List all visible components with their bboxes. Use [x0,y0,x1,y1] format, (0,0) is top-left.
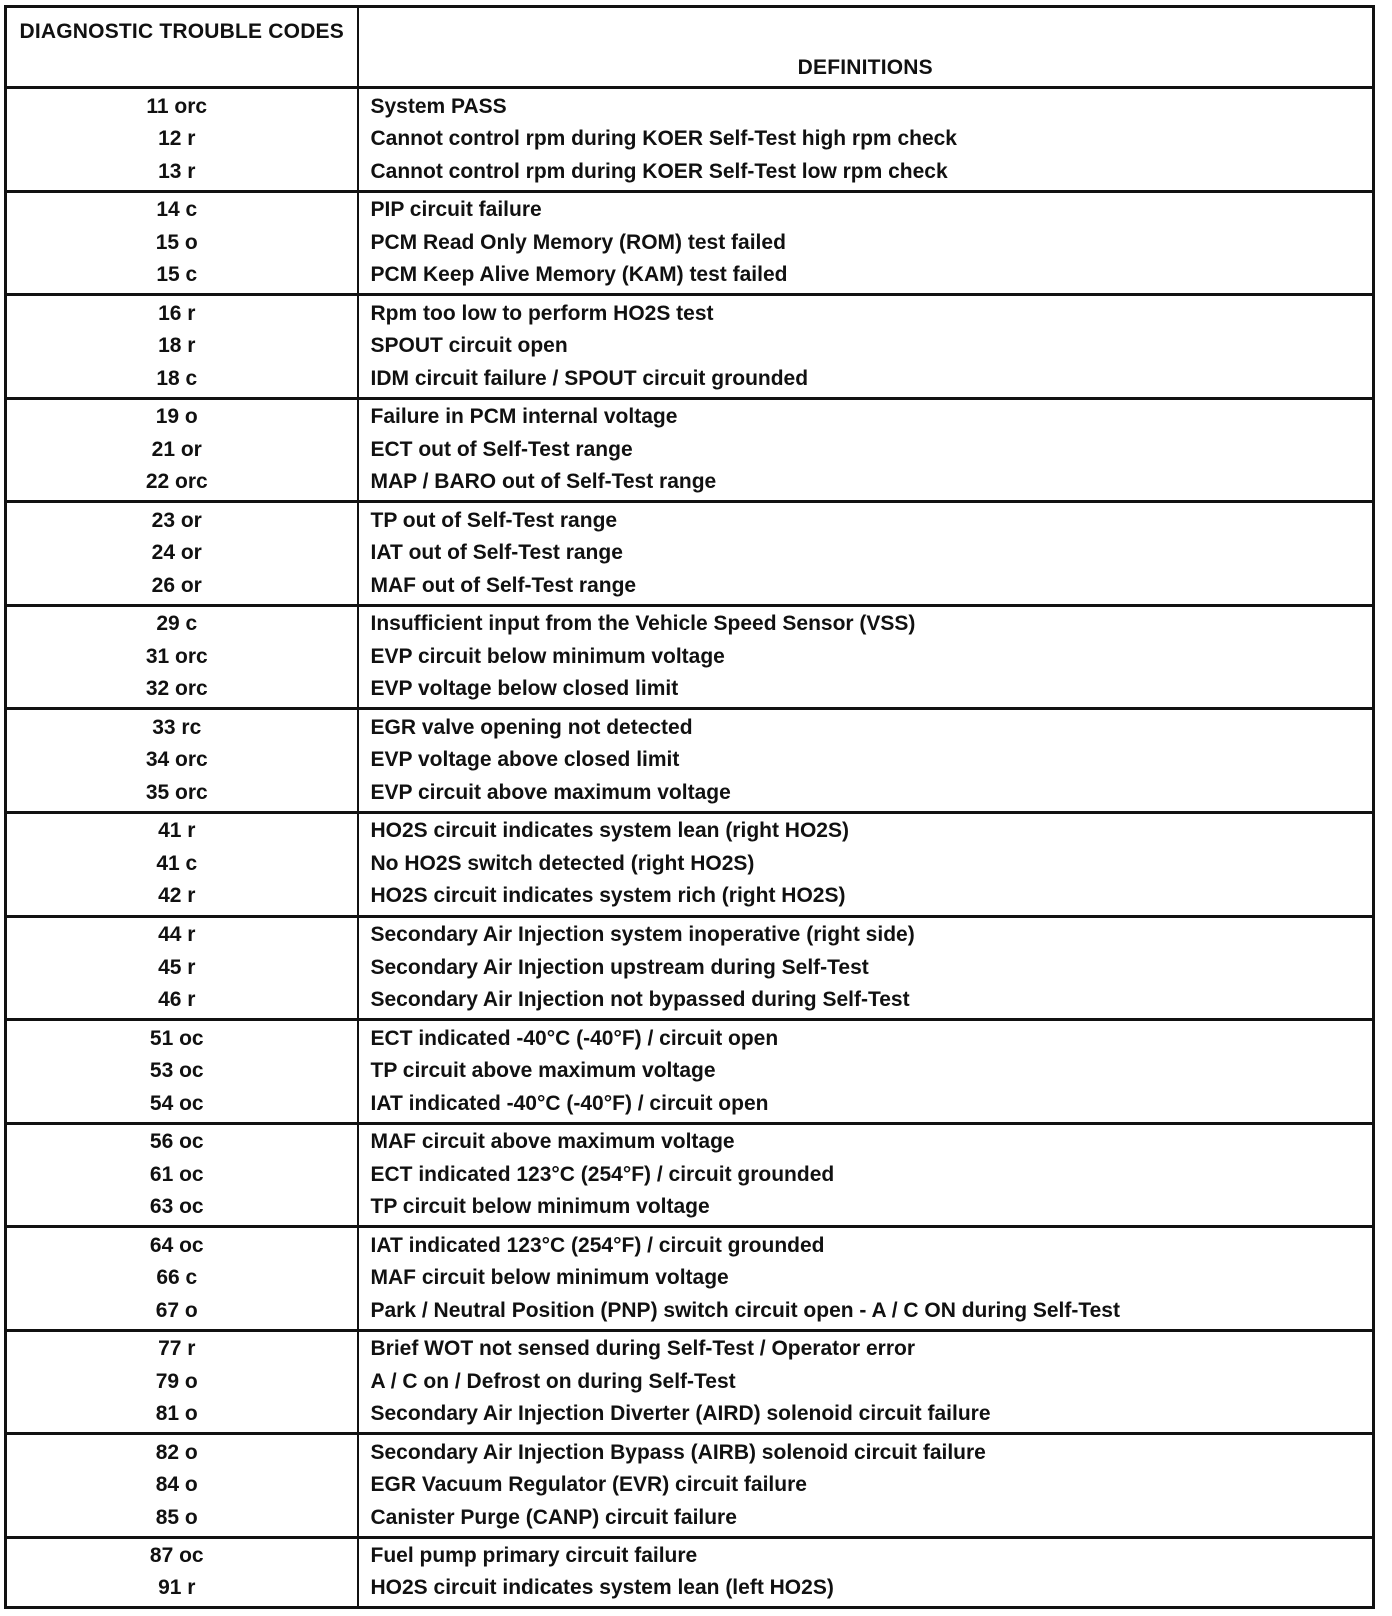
code-definition: Rpm too low to perform HO2S test [370,301,714,325]
trouble-code: 21 or [151,437,202,461]
trouble-code: 16 r [158,301,196,325]
code-definition: Cannot control rpm during KOER Self-Test low rpm check [370,159,948,183]
table-row [6,502,1374,606]
code-definition: EVP circuit above maximum voltage [370,780,731,804]
trouble-code: 32 orc [145,677,208,701]
code-definition: IAT indicated 123°C (254°F) / circuit grounded [370,1233,825,1257]
code-cell [6,1020,358,1124]
trouble-code: 44 r [158,923,196,947]
code-definition: ECT out of Self-Test range [370,437,633,461]
definition-cell [358,398,1374,502]
code-definition: HO2S circuit indicates system rich (right HO2S) [370,884,846,908]
trouble-code: 18 c [156,366,198,390]
code-cell [6,88,358,192]
table-row [6,1537,1374,1607]
table-row [6,1123,1374,1227]
table-row [6,295,1374,399]
code-definition: TP circuit below minimum voltage [370,1195,710,1219]
trouble-code: 61 oc [149,1162,204,1186]
table-row [6,398,1374,502]
trouble-code: 51 oc [149,1026,204,1050]
code-definition: EVP voltage below closed limit [370,677,679,701]
trouble-code: 77 r [158,1337,196,1361]
table-row [6,812,1374,916]
table-row [6,916,1374,1020]
table-header [6,7,1374,88]
code-definition: System PASS [370,94,507,118]
definition-cell [358,709,1374,813]
trouble-code: 14 c [156,198,198,222]
code-definition: ECT indicated -40°C (-40°F) / circuit open [370,1026,779,1050]
trouble-code: 13 r [158,159,196,183]
table-row [6,1434,1374,1538]
table-row [6,88,1374,192]
trouble-code: 23 or [151,508,202,532]
trouble-code: 26 or [151,573,202,597]
code-definition: Insufficient input from the Vehicle Speed Sensor (VSS) [370,612,916,636]
codes-column-header: DIAGNOSTIC TROUBLE CODES [6,7,358,88]
trouble-code: 45 r [158,955,196,979]
definition-cell [358,1123,1374,1227]
table-row [6,1227,1374,1331]
code-cell [6,295,358,399]
trouble-code: 85 o [155,1505,198,1529]
definition-cell [358,1020,1374,1124]
code-definition: EGR valve opening not detected [370,715,693,739]
definitions-column-header: DEFINITIONS [358,7,1374,88]
code-definition: IAT out of Self-Test range [370,541,623,565]
definition-cell [358,1434,1374,1538]
code-definition: MAF out of Self-Test range [370,573,637,597]
code-definition: TP out of Self-Test range [370,508,618,532]
trouble-code: 15 o [155,230,198,254]
code-cell [6,191,358,295]
code-definition: Canister Purge (CANP) circuit failure [370,1505,737,1529]
code-definition: ECT indicated 123°C (254°F) / circuit grounded [370,1162,835,1186]
trouble-code: 53 oc [149,1059,204,1083]
code-definition: HO2S circuit indicates system lean (left HO2S) [370,1576,834,1600]
definition-cell [358,605,1374,709]
trouble-code: 35 orc [145,780,208,804]
trouble-code: 33 rc [152,715,202,739]
code-definition: No HO2S switch detected (right HO2S) [370,851,755,875]
trouble-code: 22 orc [145,470,208,494]
trouble-code: 19 o [155,405,198,429]
trouble-code: 18 r [158,334,196,358]
code-definition: MAF circuit above maximum voltage [370,1130,735,1154]
table-row [6,1020,1374,1124]
trouble-code: 66 c [156,1266,198,1290]
code-cell [6,709,358,813]
definition-cell [358,191,1374,295]
table-row [6,605,1374,709]
code-definition: HO2S circuit indicates system lean (right HO2S) [370,819,849,843]
code-definition: MAP / BARO out of Self-Test range [370,470,717,494]
trouble-code: 11 orc [146,94,208,118]
code-definition: PCM Keep Alive Memory (KAM) test failed [370,263,788,287]
trouble-code: 46 r [158,988,196,1012]
code-cell [6,398,358,502]
code-definition: Secondary Air Injection system inoperative (right side) [370,923,915,947]
code-definition: Park / Neutral Position (PNP) switch circuit open - A / C ON during Self-Test [370,1298,1120,1322]
trouble-code: 42 r [158,884,196,908]
code-cell [6,1227,358,1331]
trouble-code: 24 or [151,541,202,565]
trouble-code: 67 o [155,1298,198,1322]
code-definition: Brief WOT not sensed during Self-Test / Operator error [370,1337,916,1361]
code-cell [6,605,358,709]
code-cell [6,1434,358,1538]
code-definition: Secondary Air Injection Diverter (AIRD) solenoid circuit failure [370,1402,991,1426]
trouble-code: 63 oc [149,1195,204,1219]
code-cell [6,812,358,916]
code-definition: MAF circuit below minimum voltage [370,1266,729,1290]
code-definition: EGR Vacuum Regulator (EVR) circuit failure [370,1473,807,1497]
code-definition: Secondary Air Injection Bypass (AIRB) solenoid circuit failure [370,1440,986,1464]
code-cell [6,1537,358,1607]
trouble-code: 15 c [156,263,198,287]
table-body [6,88,1374,1608]
code-definition: IDM circuit failure / SPOUT circuit grounded [370,366,809,390]
definition-cell [358,502,1374,606]
trouble-code: 79 o [155,1369,198,1393]
definition-cell [358,812,1374,916]
definition-cell [358,1227,1374,1331]
code-definition: Failure in PCM internal voltage [370,405,678,429]
trouble-code: 41 c [156,851,198,875]
code-cell [6,916,358,1020]
header-row [6,7,1374,88]
table-row [6,191,1374,295]
trouble-code: 54 oc [149,1091,204,1115]
trouble-code: 87 oc [149,1543,204,1567]
code-definition: Fuel pump primary circuit failure [370,1543,698,1567]
trouble-code: 41 r [158,819,196,843]
trouble-code: 29 c [156,612,198,636]
trouble-code: 12 r [158,127,196,151]
table-row [6,1330,1374,1434]
code-cell [6,1330,358,1434]
definition-cell [358,1537,1374,1607]
trouble-code: 91 r [158,1576,196,1600]
code-definition: SPOUT circuit open [370,334,568,358]
code-definition: A / C on / Defrost on during Self-Test [370,1369,736,1393]
code-cell [6,502,358,606]
trouble-code: 34 orc [145,748,208,772]
definition-cell [358,295,1374,399]
code-definition: PCM Read Only Memory (ROM) test failed [370,230,786,254]
dtc-table [4,5,1375,1609]
code-definition: Secondary Air Injection not bypassed during Self-Test [370,988,910,1012]
definition-cell [358,916,1374,1020]
trouble-code: 81 o [155,1402,198,1426]
definition-cell [358,1330,1374,1434]
trouble-code: 31 orc [145,644,208,668]
code-definition: Cannot control rpm during KOER Self-Test high rpm check [370,127,957,151]
definition-cell [358,88,1374,192]
code-definition: IAT indicated -40°C (-40°F) / circuit open [370,1091,769,1115]
trouble-code: 82 o [155,1440,198,1464]
trouble-code: 84 o [155,1473,198,1497]
trouble-code: 56 oc [149,1130,204,1154]
code-cell [6,1123,358,1227]
code-definition: Secondary Air Injection upstream during Self-Test [370,955,869,979]
code-definition: EVP circuit below minimum voltage [370,644,725,668]
code-definition: EVP voltage above closed limit [370,748,680,772]
code-definition: TP circuit above maximum voltage [370,1059,716,1083]
trouble-code: 64 oc [149,1233,204,1257]
code-definition: PIP circuit failure [370,198,542,222]
table-row [6,709,1374,813]
